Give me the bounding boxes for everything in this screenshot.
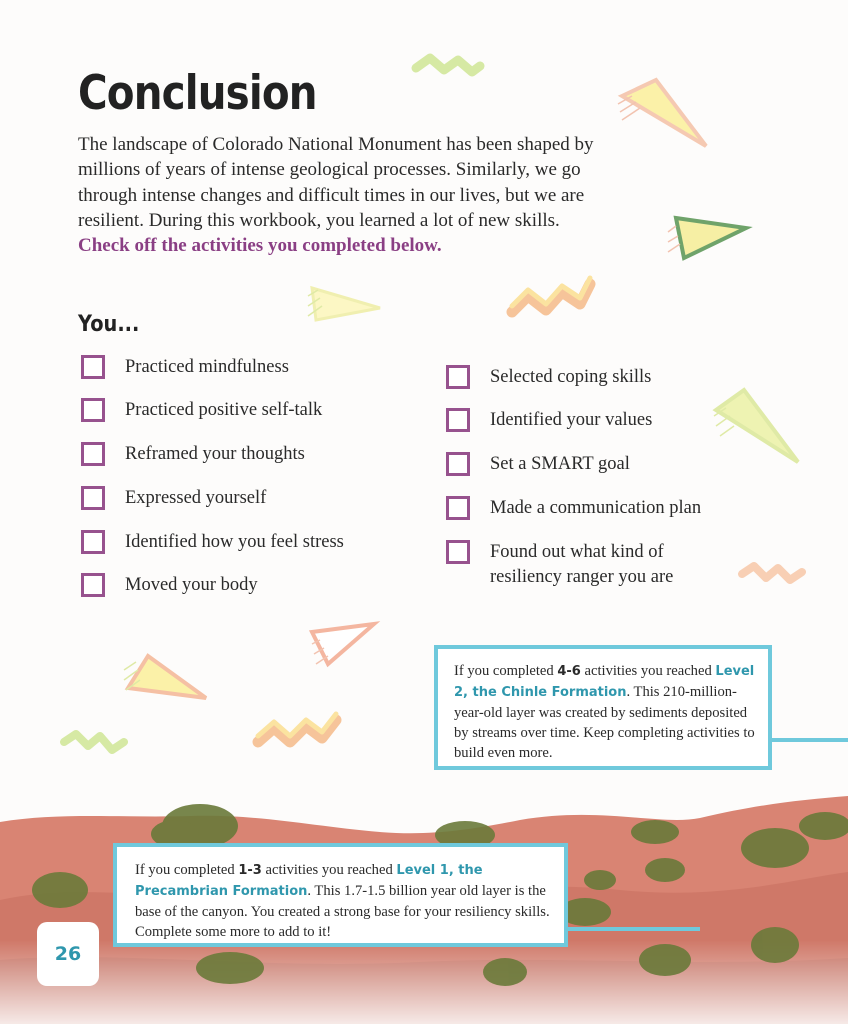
intro-highlight: Check off the activities you completed below. — [78, 235, 442, 257]
checklist-item[interactable] — [81, 355, 425, 380]
callout-level-1 — [113, 843, 568, 947]
callout-range: 4-6 — [557, 664, 581, 679]
checklist-item[interactable] — [446, 540, 700, 590]
you-heading: You... — [78, 312, 140, 337]
checklist-label: Expressed yourself — [125, 488, 267, 508]
callout-text: . This 210-million-year-old layer was created by sediments deposited by streams over time. Keep completing activities to build even more. — [454, 684, 755, 761]
checklist-item[interactable] — [446, 365, 740, 390]
checkbox[interactable] — [446, 496, 470, 520]
checklist-item[interactable] — [81, 486, 425, 511]
checklist-label: Practiced positive self-talk — [125, 400, 323, 420]
checklist-label: Identified how you feel stress — [125, 532, 344, 552]
checklist-label: Made a communication plan — [490, 498, 702, 518]
checkbox[interactable] — [81, 355, 105, 379]
checklist-item[interactable] — [446, 452, 740, 477]
page-number: 26 — [37, 922, 99, 986]
callout-level-name: Level 2, the Chinle Formation — [454, 664, 755, 700]
checkbox[interactable] — [81, 530, 105, 554]
checklist-item[interactable] — [446, 408, 740, 433]
checklist-label: Set a SMART goal — [490, 454, 630, 474]
callout-text: If you completed — [454, 663, 554, 679]
intro-paragraph — [78, 132, 598, 258]
callout-text: activities you reached — [265, 862, 393, 878]
checklist-item[interactable] — [81, 398, 425, 423]
callout-level-name: Level 1, the Precambrian Formation — [135, 863, 483, 899]
checkbox[interactable] — [81, 398, 105, 422]
callout-level-2 — [434, 645, 772, 770]
callout-text: . This 1.7-1.5 billion year old layer is the base of the canyon. You created a strong base for your resiliency skills. Complete some more to add to it! — [135, 883, 550, 940]
checkbox[interactable] — [81, 486, 105, 510]
checklist-item[interactable] — [81, 530, 425, 555]
intro-text: The landscape of Colorado National Monument has been shaped by millions of years of intense geological processes. Similarly, we go through intense changes and difficult times in our lives, but we are resilient. During this workbook, you learned a lot of new skills. — [78, 134, 594, 231]
checklist-label: Moved your body — [125, 575, 258, 595]
checklist-label: Selected coping skills — [490, 367, 652, 387]
callout-text: activities you reached — [584, 663, 712, 679]
checkbox[interactable] — [446, 452, 470, 476]
page-title: Conclusion — [78, 66, 317, 121]
checkbox[interactable] — [81, 573, 105, 597]
checkbox[interactable] — [446, 365, 470, 389]
checklist-item[interactable] — [446, 496, 740, 521]
checklist-label: Found out what kind of resiliency ranger you are — [490, 542, 674, 587]
callout-range: 1-3 — [238, 863, 262, 878]
checkbox[interactable] — [446, 540, 470, 564]
checklist-label: Identified your values — [490, 410, 653, 430]
checklist-item[interactable] — [81, 442, 425, 467]
checkbox[interactable] — [446, 408, 470, 432]
callout-text: If you completed — [135, 862, 235, 878]
checklist-item[interactable] — [81, 573, 425, 598]
checklist-label: Reframed your thoughts — [125, 444, 305, 464]
checklist-label: Practiced mindfulness — [125, 357, 289, 377]
checkbox[interactable] — [81, 442, 105, 466]
